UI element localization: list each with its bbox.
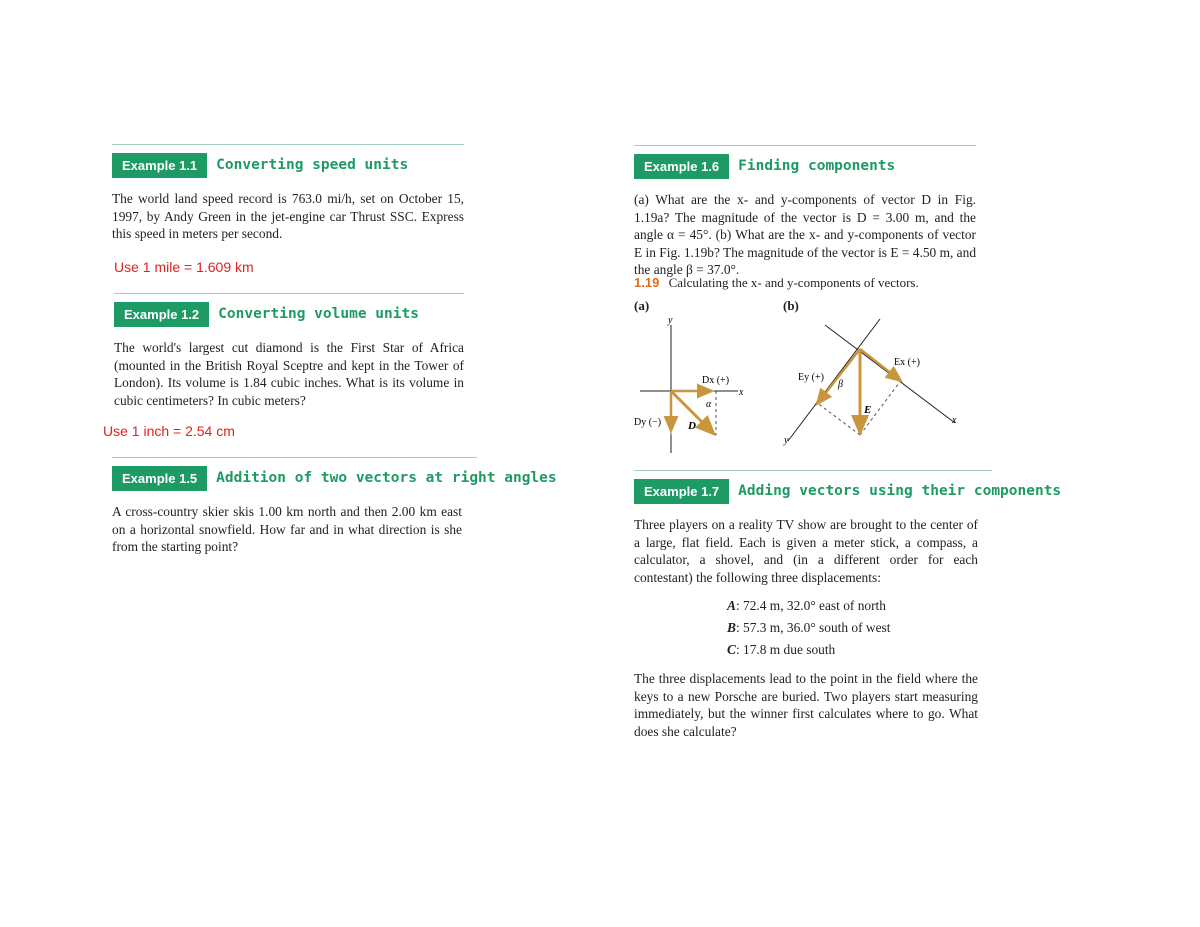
displacement-item (727, 639, 978, 661)
example-body: The world's largest cut diamond is the First Star of Africa (mounted in the British Royal Sceptre and kept in the Tower of London). Its volume is 1.84 cubic inches. What is its volume in cubic centimeters? In cubic meters? (114, 340, 464, 408)
example-1-6 (634, 151, 976, 279)
example-title: Addition of two vectors at right angles (216, 470, 557, 486)
panel-b-label: (b) (783, 298, 799, 313)
dy-label: Dy (−) (634, 417, 662, 428)
example-title: Finding components (738, 158, 896, 174)
example-body: A cross-country skier skis 1.00 km north and then 2.00 km east on a horizontal snowfield. How far and in what direction is she from the starting point? (112, 504, 462, 554)
example-body-intro: Three players on a reality TV show are brought to the center of a large, flat field. Each is given a meter stick, a compass, a calculator, a shovel, and (in a different order for each contestant) the following three displacements: (634, 517, 978, 585)
example-body-question: The three displacements lead to the point in the field where the keys to a new Porsche are buried. Two players start measuring immediately, but the winner first calculates where to go. What does she calculate? (634, 671, 978, 739)
example-1-5 (112, 463, 557, 556)
note-mile-conversion: Use 1 mile = 1.609 km (114, 259, 254, 275)
dashed-projection (816, 402, 860, 435)
displacement-text: : 17.8 m due south (735, 642, 836, 657)
example-1-2 (114, 299, 464, 409)
x-axis-label: x (739, 387, 744, 398)
example-header (112, 463, 557, 493)
example-tag: Example 1.5 (112, 466, 207, 491)
example-body (634, 516, 978, 740)
figure-caption (634, 275, 919, 291)
figure-1-19a (630, 315, 760, 455)
example-1-1 (112, 150, 464, 243)
displacement-item (727, 617, 978, 639)
example-title: Converting speed units (216, 157, 409, 173)
example-tag: Example 1.6 (634, 154, 729, 179)
alpha-label: α (706, 399, 712, 410)
figure-caption-text: Calculating the x- and y-components of vectors. (668, 275, 919, 290)
beta-label: β (838, 379, 843, 390)
example-tag: Example 1.1 (112, 153, 207, 178)
displacement-text: : 57.3 m, 36.0° south of west (735, 620, 891, 635)
figure-1-19b (780, 315, 980, 455)
displacement-item (727, 595, 978, 617)
figure-number: 1.19 (634, 275, 660, 290)
y-axis-label: y (784, 435, 789, 446)
vector-symbol: B (727, 620, 736, 635)
vector-symbol: C (727, 642, 736, 657)
panel-a-label: (a) (634, 298, 650, 313)
example-title: Converting volume units (218, 306, 419, 322)
example-tag: Example 1.2 (114, 302, 209, 327)
example-body: (a) What are the x- and y-components of vector D in Fig. 1.19a? The magnitude of the vector is D = 3.00 m, and the angle α = 45°. (b) What are the x- and y-components of vector E in Fig. 1.19b? The magnitude of the vector is E = 4.50 m, and the angle β = 37.0°. (634, 192, 977, 277)
example-header (114, 299, 464, 329)
example-tag: Example 1.7 (634, 479, 729, 504)
note-inch-conversion: Use 1 inch = 2.54 cm (103, 423, 235, 439)
ey-label: Ey (+) (798, 372, 824, 383)
example-header (112, 150, 464, 180)
displacement-text: : 72.4 m, 32.0° east of north (735, 598, 886, 613)
example-body: The world land speed record is 763.0 mi/h, set on October 15, 1997, by Andy Green in the jet-engine car Thrust SSC. Express this speed in meters per second. (112, 191, 464, 241)
y-axis-label: y (668, 315, 673, 326)
example-header (634, 476, 1062, 506)
vector-e-label: E (864, 404, 872, 416)
example-1-7 (634, 476, 1062, 740)
ex-label: Ex (+) (894, 357, 920, 368)
dx-label: Dx (+) (702, 375, 730, 386)
vector-d-label: D (688, 420, 696, 432)
vector-symbol: A (727, 598, 736, 613)
example-title: Adding vectors using their components (738, 483, 1062, 499)
displacement-list (727, 595, 978, 661)
example-header (634, 151, 976, 181)
x-axis-label: x (952, 415, 957, 426)
